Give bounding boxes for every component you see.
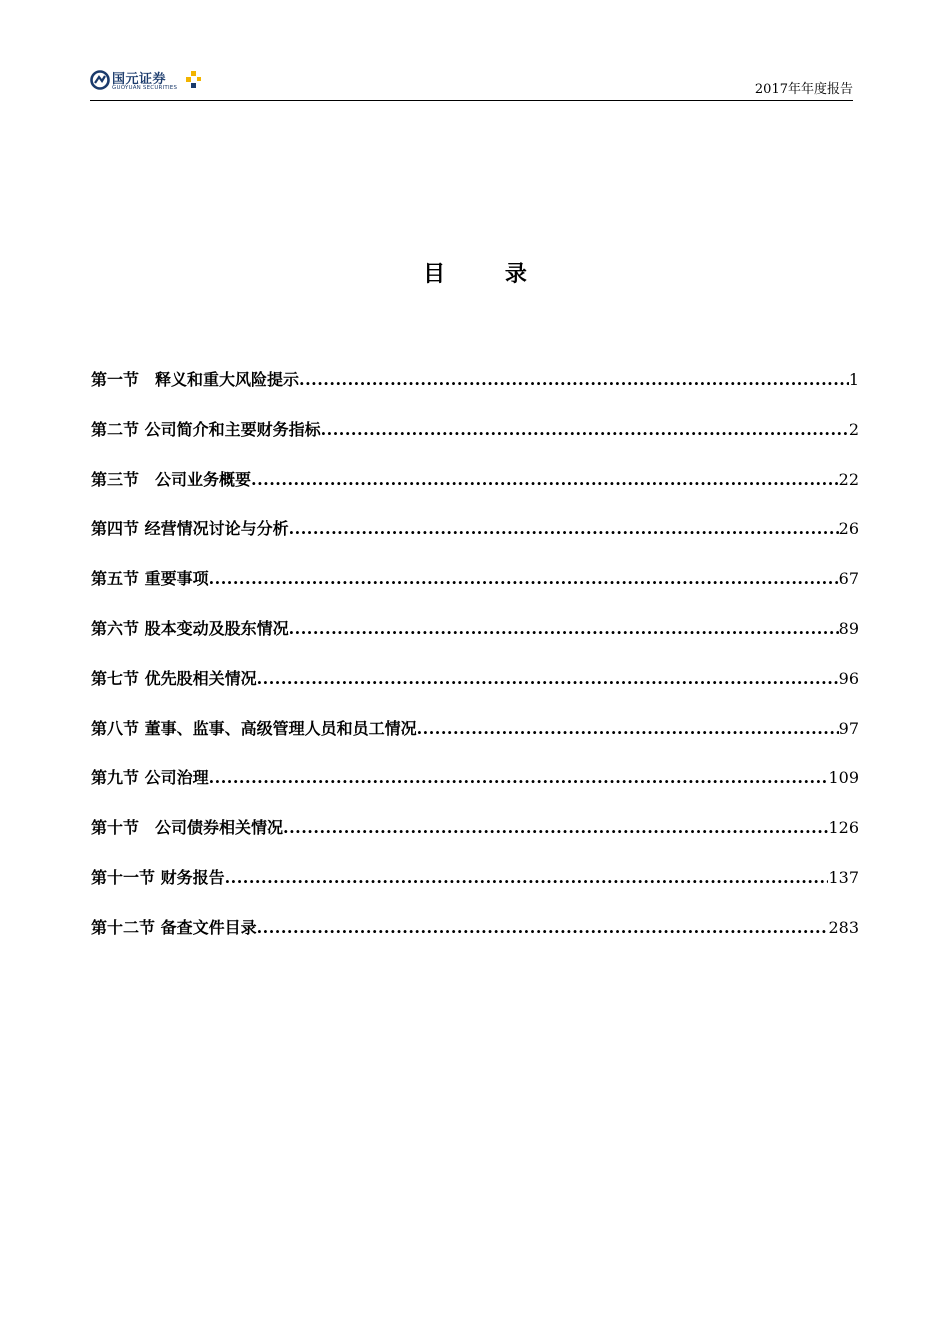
toc-leader-dots [321, 418, 849, 442]
page-header [90, 64, 853, 101]
toc-entry-4[interactable] [91, 517, 859, 567]
toc-label: 第九节 公司治理 [91, 768, 209, 788]
toc-entry-3[interactable] [91, 468, 859, 518]
toc-label: 第五节 重要事项 [91, 569, 209, 589]
toc-label: 第十二节 备查文件目录 [91, 917, 257, 937]
toc-entry-1[interactable] [91, 368, 859, 418]
toc-entry-10[interactable] [91, 816, 859, 866]
toc-leader-dots [257, 667, 839, 691]
toc-entry-8[interactable] [91, 717, 859, 767]
toc-page-number: 109 [828, 768, 859, 788]
toc-label: 第四节 经营情况讨论与分析 [91, 519, 289, 539]
toc-label: 第十一节 财务报告 [91, 867, 225, 887]
page-title: 目 录 [423, 262, 553, 287]
toc-page-number: 97 [838, 718, 859, 738]
toc-entry-11[interactable] [91, 866, 859, 916]
toc-page-number: 22 [838, 469, 859, 489]
toc-label: 第八节 董事、监事、高级管理人员和员工情况 [91, 718, 417, 738]
toc-leader-dots [209, 567, 839, 591]
toc-page-number: 126 [828, 818, 859, 838]
toc-entry-2[interactable] [91, 418, 859, 468]
toc-leader-dots [257, 916, 829, 940]
toc-label: 第六节 股本变动及股东情况 [91, 618, 289, 638]
toc-page-number: 26 [838, 519, 859, 539]
toc-page-number: 96 [838, 668, 859, 688]
report-title: 2017年年度报告 [754, 82, 853, 97]
toc-page-number: 137 [828, 867, 859, 887]
toc-page-number: 283 [828, 917, 859, 937]
company-logo [90, 66, 210, 96]
toc-page-number: 67 [838, 569, 859, 589]
toc-label: 第七节 优先股相关情况 [91, 668, 257, 688]
toc-leader-dots [225, 866, 829, 890]
toc-page-number: 2 [848, 419, 859, 439]
toc-label: 第十节 公司债券相关情况 [91, 818, 284, 838]
logo-text-cn: 国元证券 [112, 72, 167, 87]
toc-leader-dots [417, 717, 839, 741]
toc-entry-6[interactable] [91, 617, 859, 667]
toc-entry-7[interactable] [91, 667, 859, 717]
table-of-contents [91, 368, 859, 966]
toc-leader-dots [209, 766, 829, 790]
toc-entry-9[interactable] [91, 766, 859, 816]
toc-leader-dots [283, 816, 828, 840]
toc-page-number: 89 [838, 618, 859, 638]
toc-leader-dots [299, 368, 849, 392]
toc-entry-5[interactable] [91, 567, 859, 617]
logo-text-en: GUOYUAN SECURITIES [112, 85, 178, 91]
toc-leader-dots [251, 468, 839, 492]
toc-label: 第二节 公司简介和主要财务指标 [91, 419, 321, 439]
toc-leader-dots [289, 617, 839, 641]
toc-leader-dots [289, 517, 839, 541]
toc-entry-12[interactable] [91, 916, 859, 966]
toc-page-number: 1 [848, 370, 859, 389]
toc-label: 第一节 释义和重大风险提示 [91, 370, 300, 389]
toc-label: 第三节 公司业务概要 [91, 469, 252, 489]
